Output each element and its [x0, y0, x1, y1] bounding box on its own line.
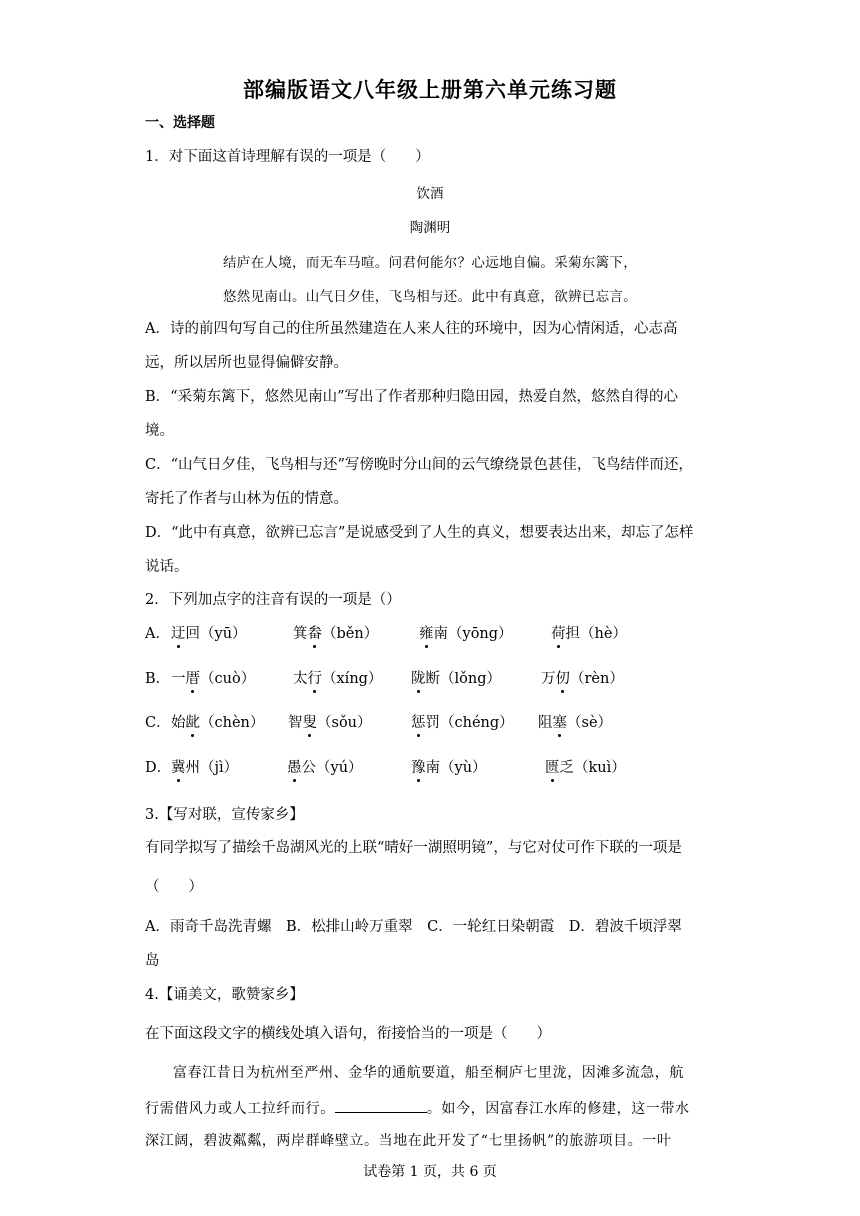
q2-stem: 2．下列加点字的注音有误的一项是（） [145, 592, 401, 608]
q2-choice: 迂回（yū） [171, 626, 247, 642]
q3-body-line2: （ ） [145, 879, 203, 895]
q3-options-line1: A．雨奇千岛洗青螺 B．松排山岭万重翠 C．一轮红日染朝霞 D．碧波千顷浮翠 [145, 919, 682, 935]
q1-option-b-line1: B．“采菊东篱下，悠然见南山”写出了作者那种归隐田园，热爱自然，悠然自得的心 [145, 389, 678, 405]
q2-choice: 豫南（yù） [411, 760, 487, 776]
q2-row-label: C． [145, 715, 171, 731]
q2-choice: 惩罚（chéng） [411, 715, 514, 731]
q1-option-c-line1: C．“山气日夕佳，飞鸟相与还”写傍晚时分山间的云气缭绕景色甚佳，飞鸟结伴而还， [145, 457, 693, 473]
q3-options-line2: 岛 [145, 953, 160, 969]
answer-blank[interactable] [335, 1100, 427, 1113]
q2-row-label: D． [145, 760, 172, 776]
q2-choice: 始龀（chèn） [171, 715, 265, 731]
page-title: 部编版语文八年级上册第六单元练习题 [243, 77, 617, 102]
q2-choice: 箕畚（běn） [293, 626, 379, 642]
poem-title: 饮酒 [416, 186, 444, 202]
q2-choice: 一厝（cuò） [171, 671, 256, 687]
q2-choice: 陇断（lǒng） [411, 671, 501, 687]
q4-passage-line1: 富春江昔日为杭州至严州、金华的通航要道，船至桐庐七里泷，因滩多流急，航 [173, 1065, 684, 1081]
q2-choice: 匮乏（kuì） [545, 760, 626, 776]
q3-stem: 3.【写对联，宣传家乡】 [145, 807, 304, 823]
q1-option-a-line2: 远，所以居所也显得偏僻安静。 [145, 355, 348, 371]
q1-option-b-line2: 境。 [145, 423, 174, 439]
q4-passage-line2: 行需借风力或人工拉纤而行。 。如今，因富春江水库的修建，这一带水 [145, 1101, 690, 1117]
q1-option-a-line1: A．诗的前四句写自己的住所虽然建造在人来人往的环境中，因为心情闲适，心志高 [145, 321, 678, 337]
poem-line-1: 结庐在人境，而无车马喧。问君何能尔？心远地自偏。采菊东篱下， [223, 255, 637, 271]
q2-choice: 荷担（hè） [551, 626, 627, 642]
poem-author: 陶渊明 [409, 220, 451, 236]
q2-choice: 太行（xíng） [293, 671, 383, 687]
q2-choice: 愚公（yú） [287, 760, 363, 776]
q2-choice: 雍南（yōng） [419, 626, 513, 642]
q1-stem: 1．对下面这首诗理解有误的一项是（ ） [145, 149, 430, 165]
q4-stem: 4.【诵美文，歌赞家乡】 [145, 987, 304, 1003]
q2-choice: 智叟（sǒu） [288, 715, 372, 731]
q2-choice: 冀州（jì） [171, 760, 239, 776]
q3-body-line1: 有同学拟写了描绘千岛湖风光的上联“晴好一湖照明镜”，与它对仗可作下联的一项是 [145, 840, 682, 856]
poem-line-2: 悠然见南山。山气日夕佳，飞鸟相与还。此中有真意，欲辨已忘言。 [223, 289, 637, 305]
section-heading: 一、选择题 [145, 115, 215, 131]
q1-option-c-line2: 寄托了作者与山林为伍的情意。 [145, 491, 348, 507]
q2-row-label: A． [145, 626, 170, 642]
q2-choice: 万仞（rèn） [541, 671, 624, 687]
q4-passage-line3: 深江阔，碧波粼粼，两岸群峰壁立。当地在此开发了“七里扬帆”的旅游项目。一叶 [145, 1133, 672, 1149]
q4-body: 在下面这段文字的横线处填入语句，衔接恰当的一项是（ ） [145, 1026, 551, 1042]
q1-option-d-line2: 说话。 [145, 559, 189, 575]
page-footer: 试卷第 1 页，共 6 页 [363, 1164, 497, 1180]
q1-option-d-line1: D．“此中有真意，欲辨已忘言”是说感受到了人生的真义，想要表达出来，却忘了怎样 [145, 525, 694, 541]
q2-row-label: B． [145, 671, 171, 687]
q2-choice: 阻塞（sè） [538, 715, 613, 731]
